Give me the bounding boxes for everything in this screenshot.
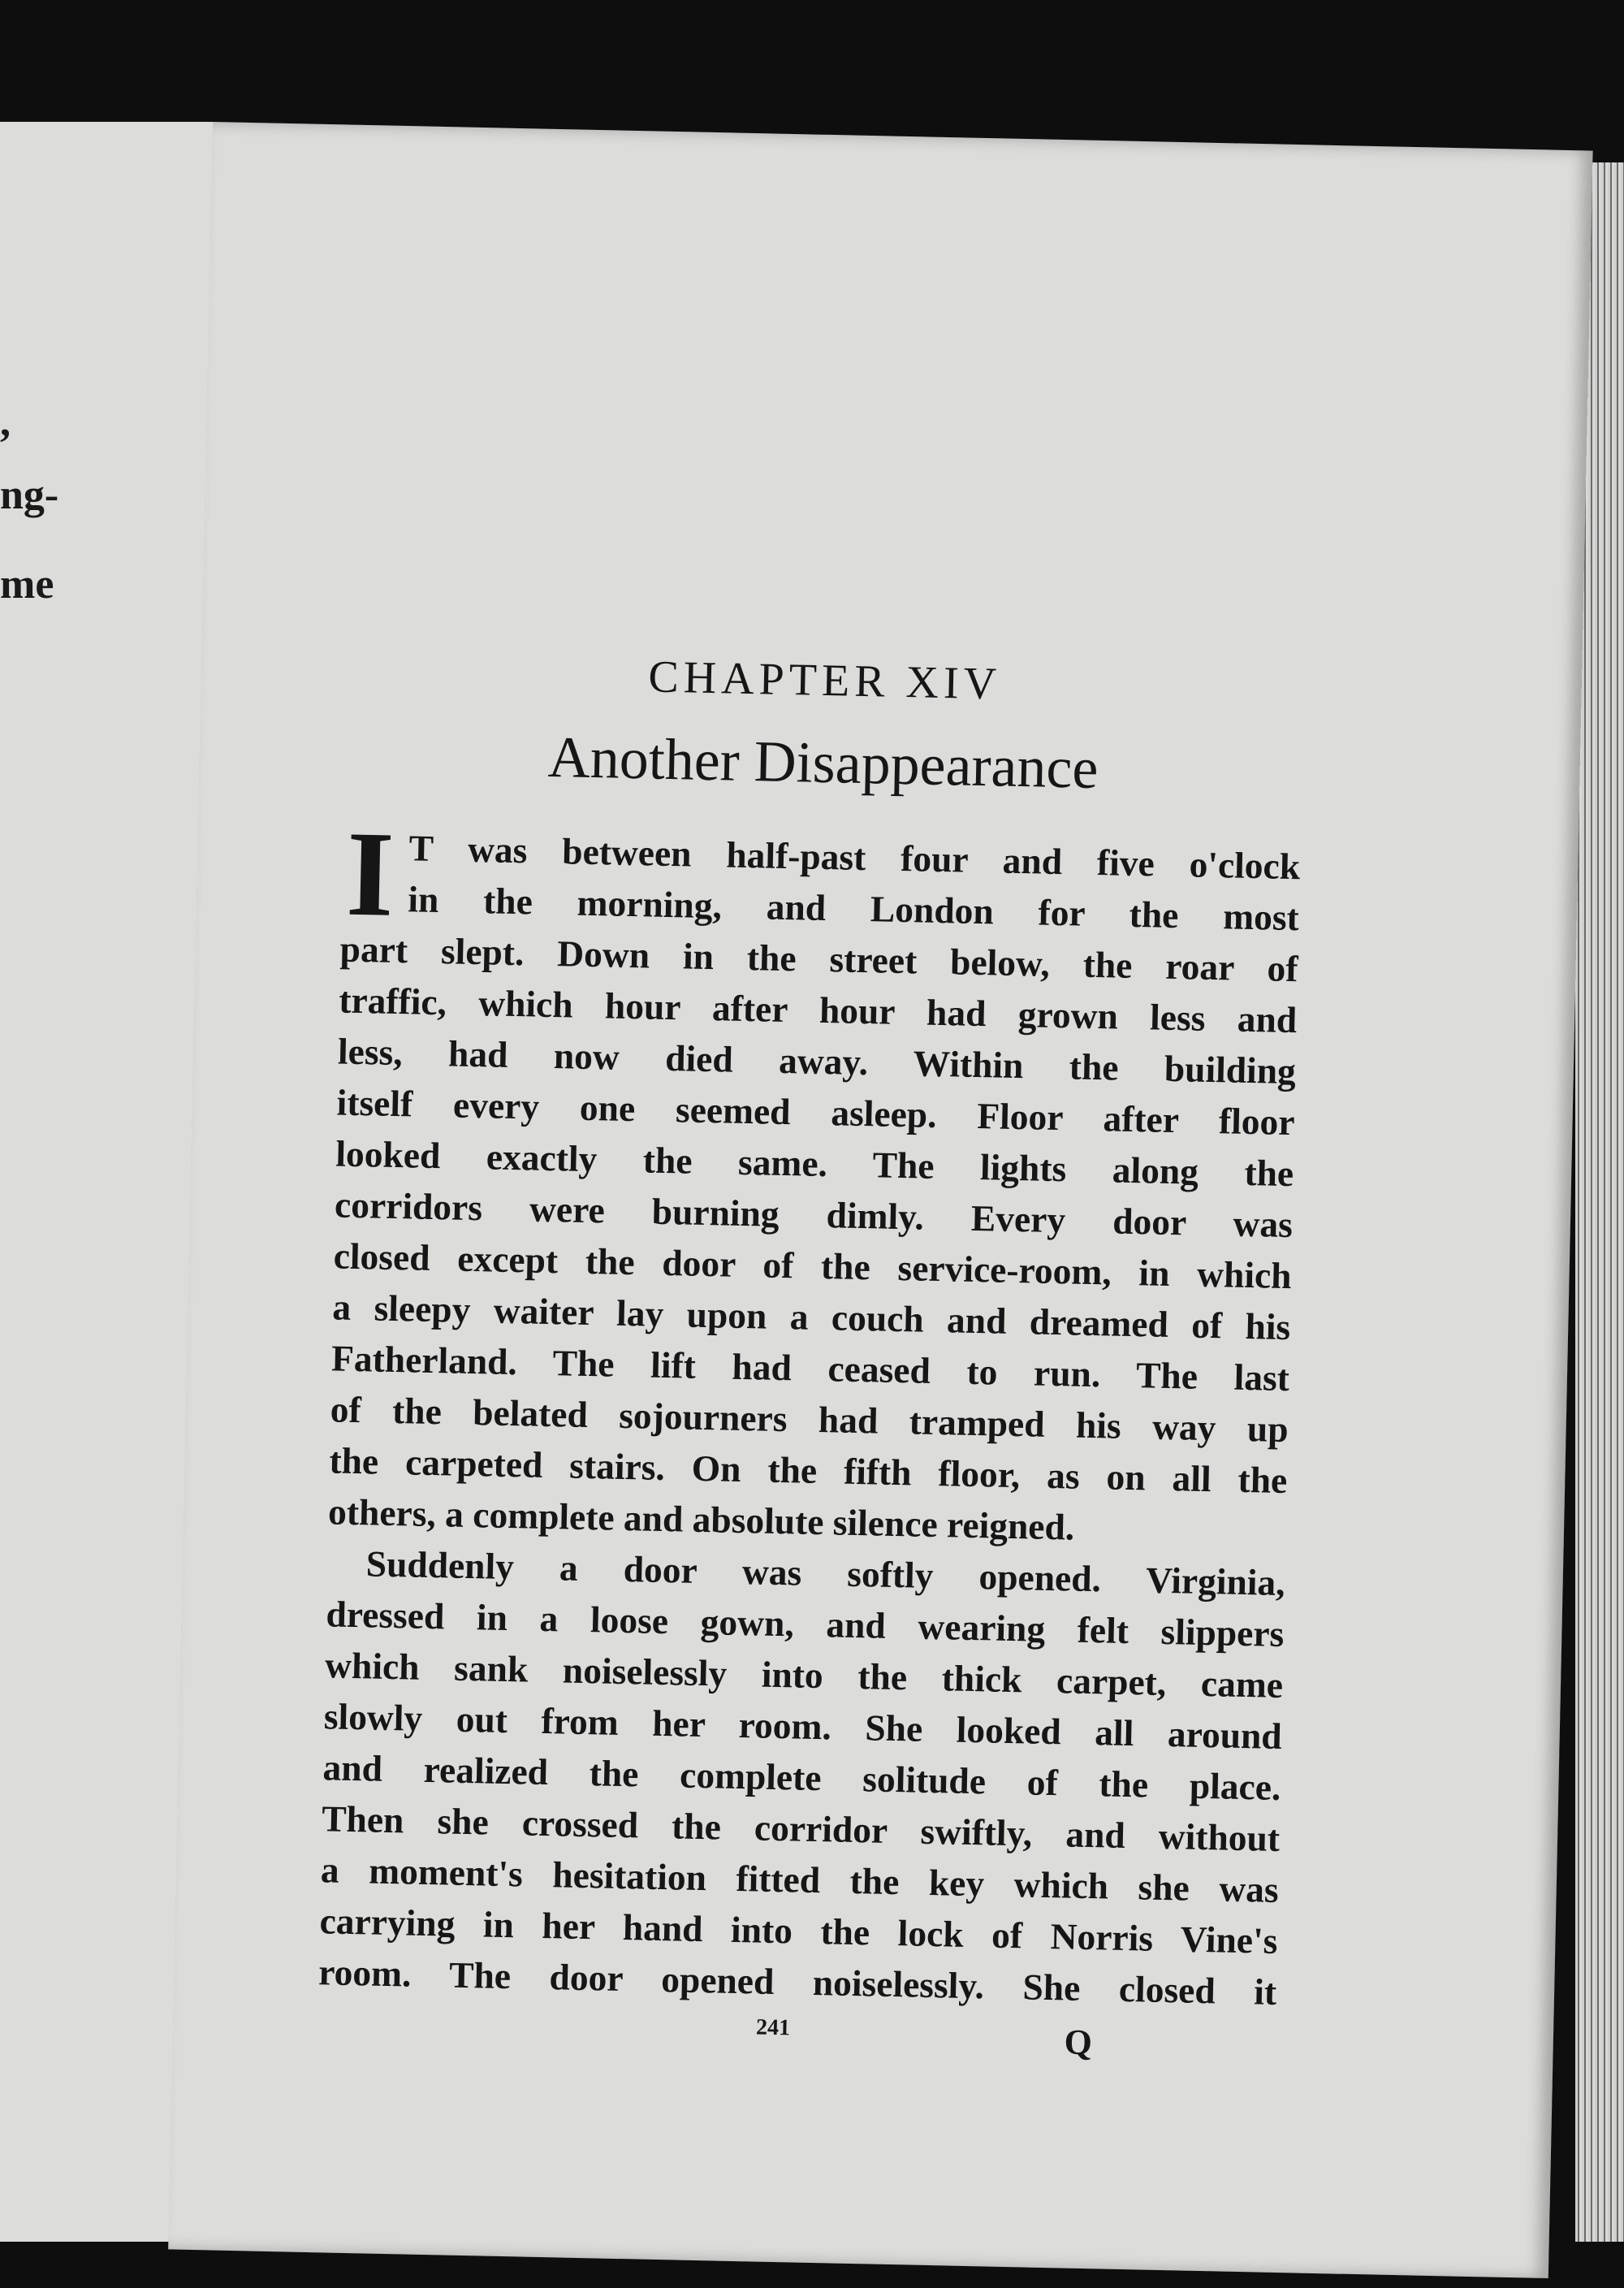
text-line: looked exactly the same. The lights along the [335, 1132, 1294, 1195]
text-line: closed except the door of the service-room, in which [333, 1235, 1293, 1297]
text-line: Then she crossed the corridor swiftly, and without [321, 1797, 1281, 1859]
text-line: and realized the complete solitude of the place. [322, 1746, 1281, 1808]
text-line: dressed in a loose gown, and wearing felt slippers [326, 1593, 1285, 1655]
text-line: which sank noiselessly into the thick carpet, came [324, 1644, 1284, 1706]
signature-mark: Q [1064, 2022, 1093, 2063]
text-line: Fatherland. The lift had ceased to run. The last [330, 1337, 1290, 1399]
text-line: a moment's hesitation fitted the key which she was [320, 1849, 1280, 1910]
page-body [317, 645, 1304, 2074]
text-line: the carpeted stairs. On the fifth floor, as on all the [328, 1439, 1288, 1502]
text-line: a sleepy waiter lay upon a couch and dreamed of his [331, 1286, 1291, 1348]
text-line: carrying in her hand into the lock of Norris Vine's [319, 1900, 1278, 1961]
page-footer [317, 2005, 1276, 2074]
chapter-title: Another Disappearance [547, 724, 1099, 802]
text-line: slowly out from her room. She looked all around [323, 1695, 1283, 1758]
text-line: corridors were burning dimly. Every door was [334, 1183, 1294, 1246]
text-line: in the morning, and London for the most [407, 878, 1300, 939]
previous-page-fragment: ng- [0, 472, 59, 518]
current-page [168, 122, 1592, 2278]
paragraph-2 [318, 1537, 1286, 2018]
drop-cap: I [344, 806, 395, 942]
text-line: less, had now died away. Within the building [337, 1030, 1297, 1092]
text-line: room. The door opened noiselessly. She closed it [317, 1951, 1277, 2013]
text-line: T was between half-past four and five o'clock [408, 827, 1301, 888]
text-line: of the belated sojourners had tramped his way up [330, 1388, 1289, 1451]
page-number: 241 [755, 2014, 791, 2041]
text-line: traffic, which hour after hour had grown less and [338, 979, 1298, 1041]
text-line: Suddenly a door was softly opened. Virginia, [365, 1542, 1286, 1604]
text-line: itself every one seemed asleep. Floor after floor [336, 1081, 1296, 1144]
paragraph-1 [327, 806, 1301, 1558]
text-line: others, a complete and absolute silence reigned. [327, 1490, 1075, 1548]
previous-page-fragment: , [0, 399, 11, 445]
previous-page-fragment: me [0, 561, 54, 608]
text-line: part slept. Down in the street below, the roar of [339, 928, 1298, 990]
chapter-label: CHAPTER XIV [647, 651, 1002, 710]
